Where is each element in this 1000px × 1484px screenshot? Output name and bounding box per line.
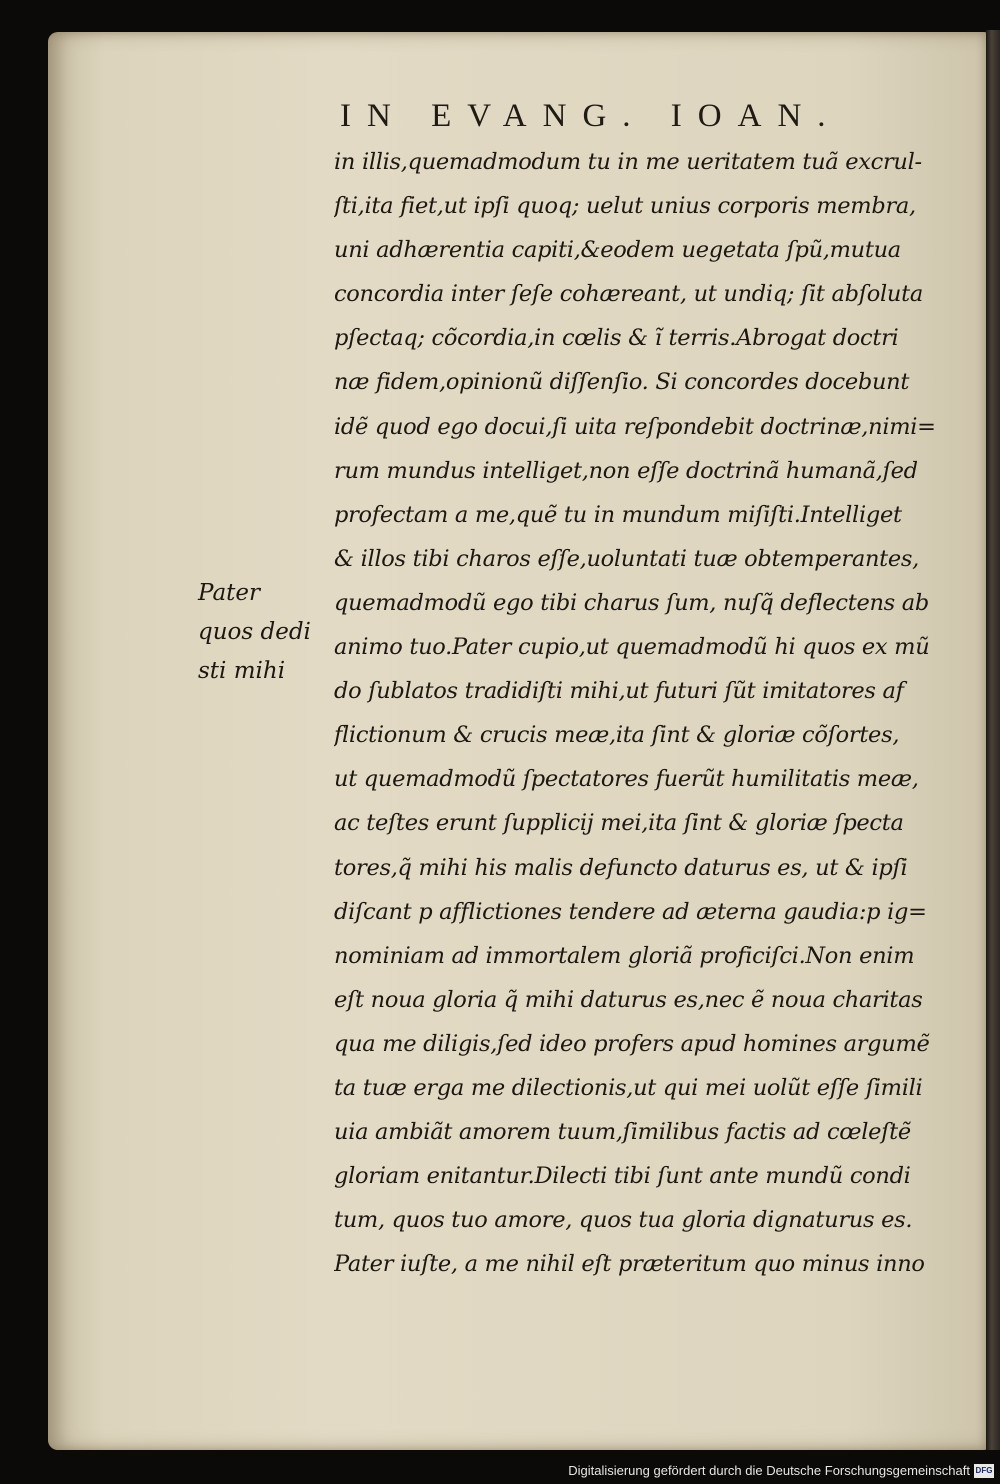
text-line: ut quemadmodũ ſpectatores fuerũt humilitatis meæ, bbox=[334, 766, 919, 793]
text-line: Pater iuſte, a me nihil eſt præteritum quo minus inno bbox=[334, 1251, 925, 1278]
text-line: uni adhærentia capiti,&eodem uegetata ſpũ,mutua bbox=[334, 237, 901, 264]
text-line: eſt noua gloria q̃ mihi daturus es,nec ẽ noua charitas bbox=[334, 986, 923, 1013]
text-line: tores,q̃ mihi his malis defuncto daturus es, ut & ipſi bbox=[334, 854, 908, 881]
text-line: do ſublatos tradidiſti mihi,ut futuri ſũt imitatores af bbox=[334, 678, 904, 705]
running-head: IN EVANG. IOAN. bbox=[340, 98, 842, 134]
digitization-credit: Digitalisierung gefördert durch die Deutsche Forschungsgemeinschaft bbox=[568, 1463, 970, 1478]
text-line: profectam a me,quẽ tu in mundum miſiſti.Intelliget bbox=[334, 501, 902, 528]
text-line: ta tuæ erga me dilectionis,ut qui mei uolũt eſſe ſimili bbox=[334, 1074, 923, 1101]
text-line: qua me diligis,ſed ideo profers apud homines argumẽ bbox=[334, 1030, 930, 1057]
text-line: & illos tibi charos eſſe,uoluntati tuæ obtemperantes, bbox=[334, 545, 920, 572]
text-line: concordia inter ſeſe cohæreant, ut undiq; ſit abſoluta bbox=[334, 281, 923, 308]
text-line: ac teſtes erunt ſupplicij mei,ita ſint & gloriæ ſpecta bbox=[334, 810, 904, 837]
marginal-line: Pater bbox=[198, 580, 261, 606]
text-line: uia ambiãt amorem tuum,ſimilibus factis ad cœleſtẽ bbox=[334, 1119, 911, 1146]
marginal-line: quos dedi bbox=[198, 619, 311, 645]
text-line: gloriam enitantur.Dilecti tibi ſunt ante mundũ condi bbox=[334, 1163, 911, 1190]
text-line: animo tuo.Pater cupio,ut quemadmodũ hi quos ex mũ bbox=[334, 634, 930, 661]
text-line: quemadmodũ ego tibi charus ſum, nuſq̃ deflectens ab bbox=[334, 589, 929, 616]
text-line: pſectaq; cõcordia,in cœlis & ĩ terris.Abrogat doctri bbox=[334, 325, 899, 352]
text-line: in illis,quemadmodum tu in me ueritatem tuã excrul- bbox=[334, 149, 922, 175]
text-line: flictionum & crucis meæ,ita ſint & gloriæ cõſortes, bbox=[334, 722, 900, 749]
text-line: næ fidem,opinionũ diſſenſio. Si concordes docebunt bbox=[334, 369, 910, 396]
body-text bbox=[334, 140, 974, 1286]
dfg-logo: DFG bbox=[974, 1464, 994, 1478]
text-line: idẽ quod ego docui,ſi uita reſpondebit doctrinæ,nimi= bbox=[334, 413, 936, 440]
text-line: tum, quos tuo amore, quos tua gloria dignaturus es. bbox=[334, 1207, 913, 1234]
text-line: diſcant p afflictiones tendere ad æterna gaudia:p ig= bbox=[334, 898, 927, 925]
text-line: nominiam ad immortalem gloriã proficiſci.Non enim bbox=[334, 942, 915, 969]
footer-bar bbox=[0, 1456, 1000, 1484]
text-line: rum mundus intelliget,non eſſe doctrinã humanã,ſed bbox=[334, 457, 918, 484]
text-line: ſti,ita fiet,ut ipſi quoq; uelut unius corporis membra, bbox=[334, 193, 916, 220]
page-edge bbox=[986, 30, 1000, 1450]
marginal-note bbox=[198, 574, 328, 691]
marginal-line: sti mihi bbox=[198, 658, 286, 684]
